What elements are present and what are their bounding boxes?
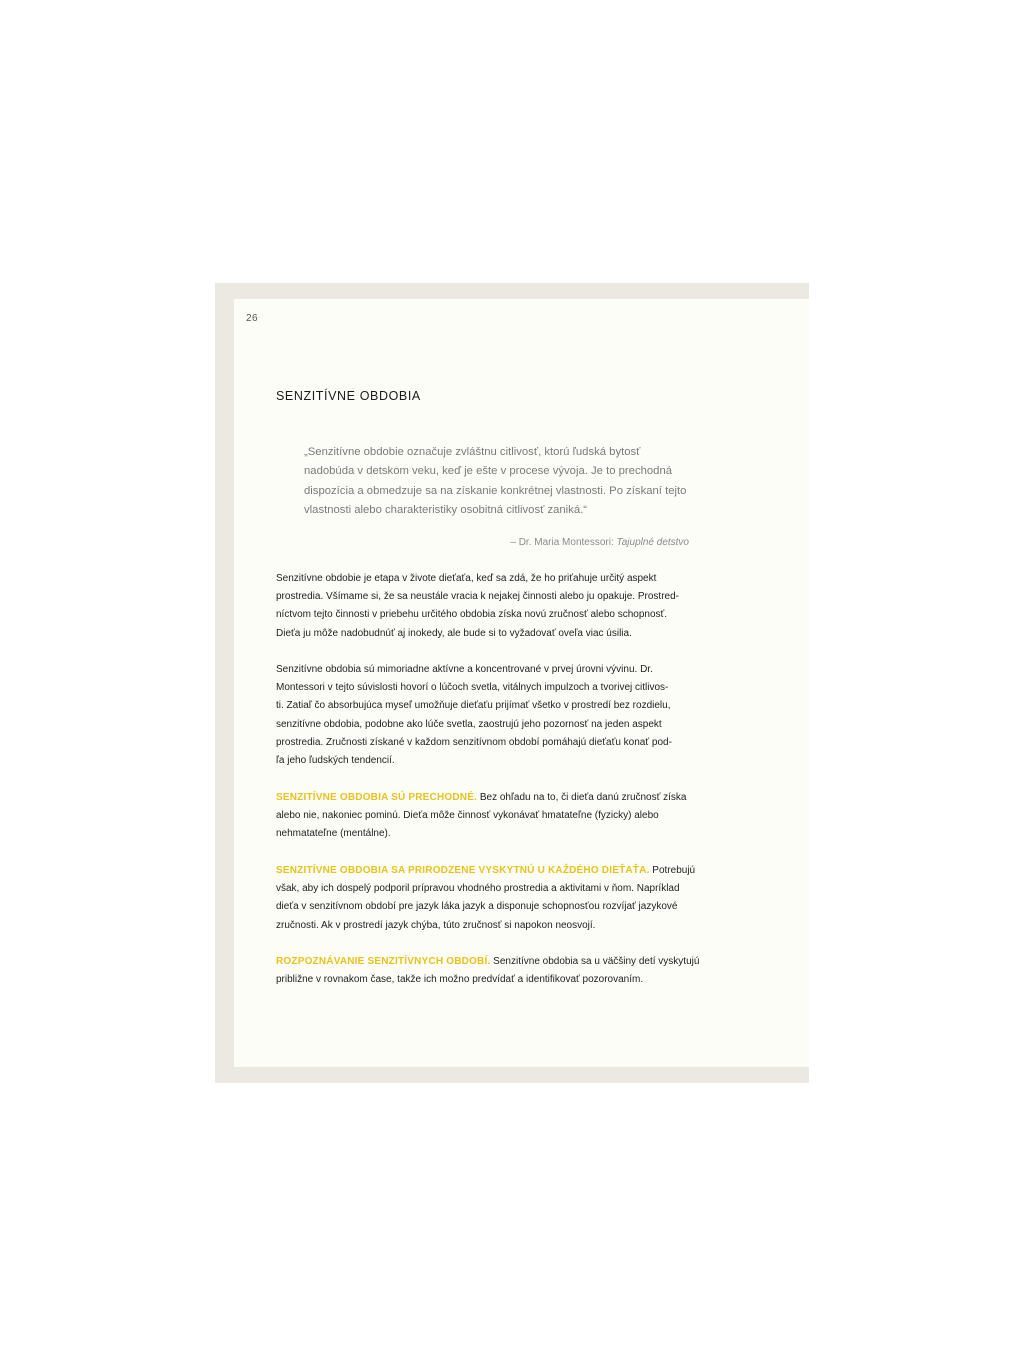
highlight-heading: SENZITÍVNE OBDOBIA SÚ PRECHODNÉ. (276, 792, 478, 803)
quote-line: nadobúda v detskom veku, keď je ešte v procese vývoja. Je to prechodná (304, 465, 673, 478)
paragraph-line: ľa jeho ľudských tendencií. (276, 755, 395, 767)
paragraph-line: však, aby ich dospelý podporil prípravou vhodného prostredia a aktivitami v ňom. Napríklad (276, 883, 680, 895)
paragraph-line: prostredia. Zručnosti získané v každom senzitívnom období pomáhajú dieťaťu konať pod- (276, 736, 672, 748)
paragraph-text: Bez ohľadu na to, či dieťa danú zručnosť získa (477, 792, 687, 803)
paragraph-line: Dieťa ju môže nadobudnúť aj inokedy, ale bude si to vyžadovať oveľa viac úsilia. (276, 627, 632, 639)
paragraph-text: Potrebujú (649, 865, 696, 876)
paragraph-line (276, 953, 726, 971)
paragraph-line: zručnosti. Ak v prostredí jazyk chýba, túto zručnosť si napokon neosvojí. (276, 919, 596, 931)
paragraph-line: približne v rovnakom čase, takže ich možno predvídať a identifikovať pozorovaním. (276, 974, 644, 986)
paragraph-line: nehmatateľne (mentálne). (276, 828, 391, 840)
quote-line: „Senzitívne obdobie označuje zvláštnu citlivosť, ktorú ľudská bytosť (304, 446, 641, 458)
paragraph-line: dieťa v senzitívnom období pre jazyk láka jazyk a disponuje schopnosťou rozvíjať jazykové (276, 901, 678, 913)
quote-block (304, 443, 724, 520)
section-title: SENZITÍVNE OBDOBIA (276, 389, 421, 403)
attribution-work: Tajuplné detstvo (616, 537, 689, 548)
paragraph-line: níctvom tejto činnosti v priebehu určitého obdobia získa novú zručnosť alebo schopnosť. (276, 609, 668, 621)
paragraph-line: Senzitívne obdobie je etapa v živote dieťaťa, keď sa zdá, že ho priťahuje určitý aspekt (276, 573, 657, 584)
page-number: 26 (246, 313, 259, 324)
paragraph-text: Senzitívne obdobia sa u väčšiny detí vyskytujú (490, 956, 700, 967)
paragraph-line: alebo nie, nakoniec pominú. Dieťa môže činnosť vykonávať hmatateľne (fyzicky) alebo (276, 810, 659, 822)
quote-line: vlastnosti alebo charakteristiky osobitná citlivosť zaniká.“ (304, 503, 588, 516)
paragraph-2 (276, 661, 726, 770)
quote-attribution (304, 537, 689, 548)
highlight-heading: SENZITÍVNE OBDOBIA SA PRIRODZENE VYSKYTNÚ U KAŽDÉHO DIEŤAŤA. (276, 865, 650, 876)
paragraph-1 (276, 570, 726, 643)
paragraph-3 (276, 789, 726, 844)
paragraph-line: ti. Zatiaľ čo absorbujúca myseľ umožňuje dieťaťu prijímať všetko v prostredí bez rozdielu, (276, 700, 671, 712)
quote-line: dispozícia a obmedzuje sa na získanie konkrétnej vlastnosti. Po získaní tejto (304, 484, 687, 497)
paragraph-line: senzitívne obdobia, podobne ako lúče svetla, zaostrujú jeho pozornosť na jeden aspekt (276, 718, 662, 730)
paragraph-line: Senzitívne obdobia sú mimoriadne aktívne a koncentrované v prvej úrovni vývinu. Dr. (276, 664, 653, 675)
paragraph-line: prostredia. Všímame si, že sa neustále vracia k nejakej činnosti alebo ju opakuje. Prostred- (276, 591, 679, 603)
paragraph-5 (276, 953, 726, 989)
paragraph-line (276, 862, 726, 880)
paragraph-4 (276, 862, 726, 935)
paragraph-line (276, 789, 726, 807)
highlight-heading: ROZPOZNÁVANIE SENZITÍVNYCH OBDOBÍ. (276, 956, 491, 967)
attribution-author: – Dr. Maria Montessori: (510, 537, 617, 548)
paragraph-line: Montessori v tejto súvislosti hovorí o lúčoch svetla, vitálnych impulzoch a tvorivej citlivos- (276, 682, 669, 694)
